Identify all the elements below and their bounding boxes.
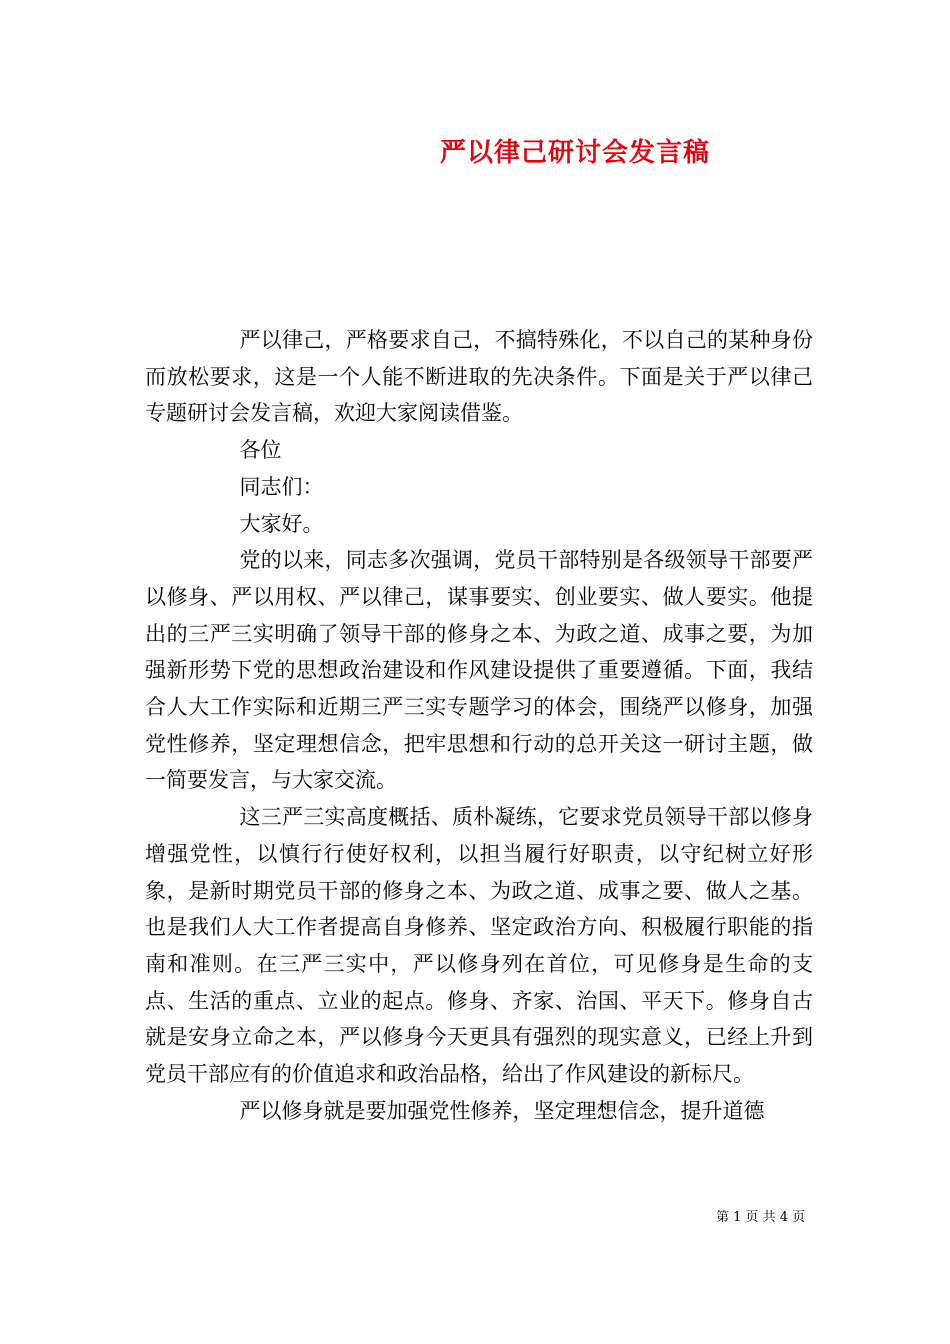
body-paragraph: 这三严三实高度概括、质朴凝练，它要求党员领导干部以修身增强党性，以慎行行使好权利，以担当履行好职责，以守纪树立好形象，是新时期党员干部的修身之本、为政之道、成事之要、做人之基。也是我们人大工作者提高自身修养、坚定政治方向、积极履行职能的指南和准则。在三严三实中，严以修身列在首位，可见修身是生命的支点、生活的重点、立业的起点。修身、齐家、治国、平天下。修身自古就是安身立命之本，严以修身今天更具有强烈的现实意义，已经上升到党员干部应有的价值追求和政治品格，给出了作风建设的新标尺。 [145,805,813,1087]
page-number: 第 1 页 共 4 页 [716,1210,806,1225]
body-paragraph: 党的以来，同志多次强调，党员干部特别是各级领导干部要严以修身、严以用权、严以律己，谋事要实、创业要实、做人要实。他提出的三严三实明确了领导干部的修身之本、为政之道、成事之要，为加强新形势下党的思想政治建设和作风建设提供了重要遵循。下面，我结合人大工作实际和近期三严三实专题学习的体会，围绕严以修身，加强党性修养，坚定理想信念，把牢思想和行动的总开关这一研讨主题，做一简要发言，与大家交流。 [145,548,813,793]
greeting-line: 大家好。 [239,511,324,536]
intro-paragraph: 严以律己，严格要求自己，不搞特殊化，不以自己的某种身份而放松要求，这是一个人能不断进取的先决条件。下面是关于严以律己专题研讨会发言稿，欢迎大家阅读借鉴。 [145,328,813,426]
salutation-line: 各位 [239,438,282,463]
document-body [145,322,813,1129]
document-title: 严以律己研讨会发言稿 [439,138,710,168]
salutation-line: 同志们： [239,474,324,499]
body-paragraph: 严以修身就是要加强党性修养，坚定理想信念，提升道德 [239,1098,765,1123]
